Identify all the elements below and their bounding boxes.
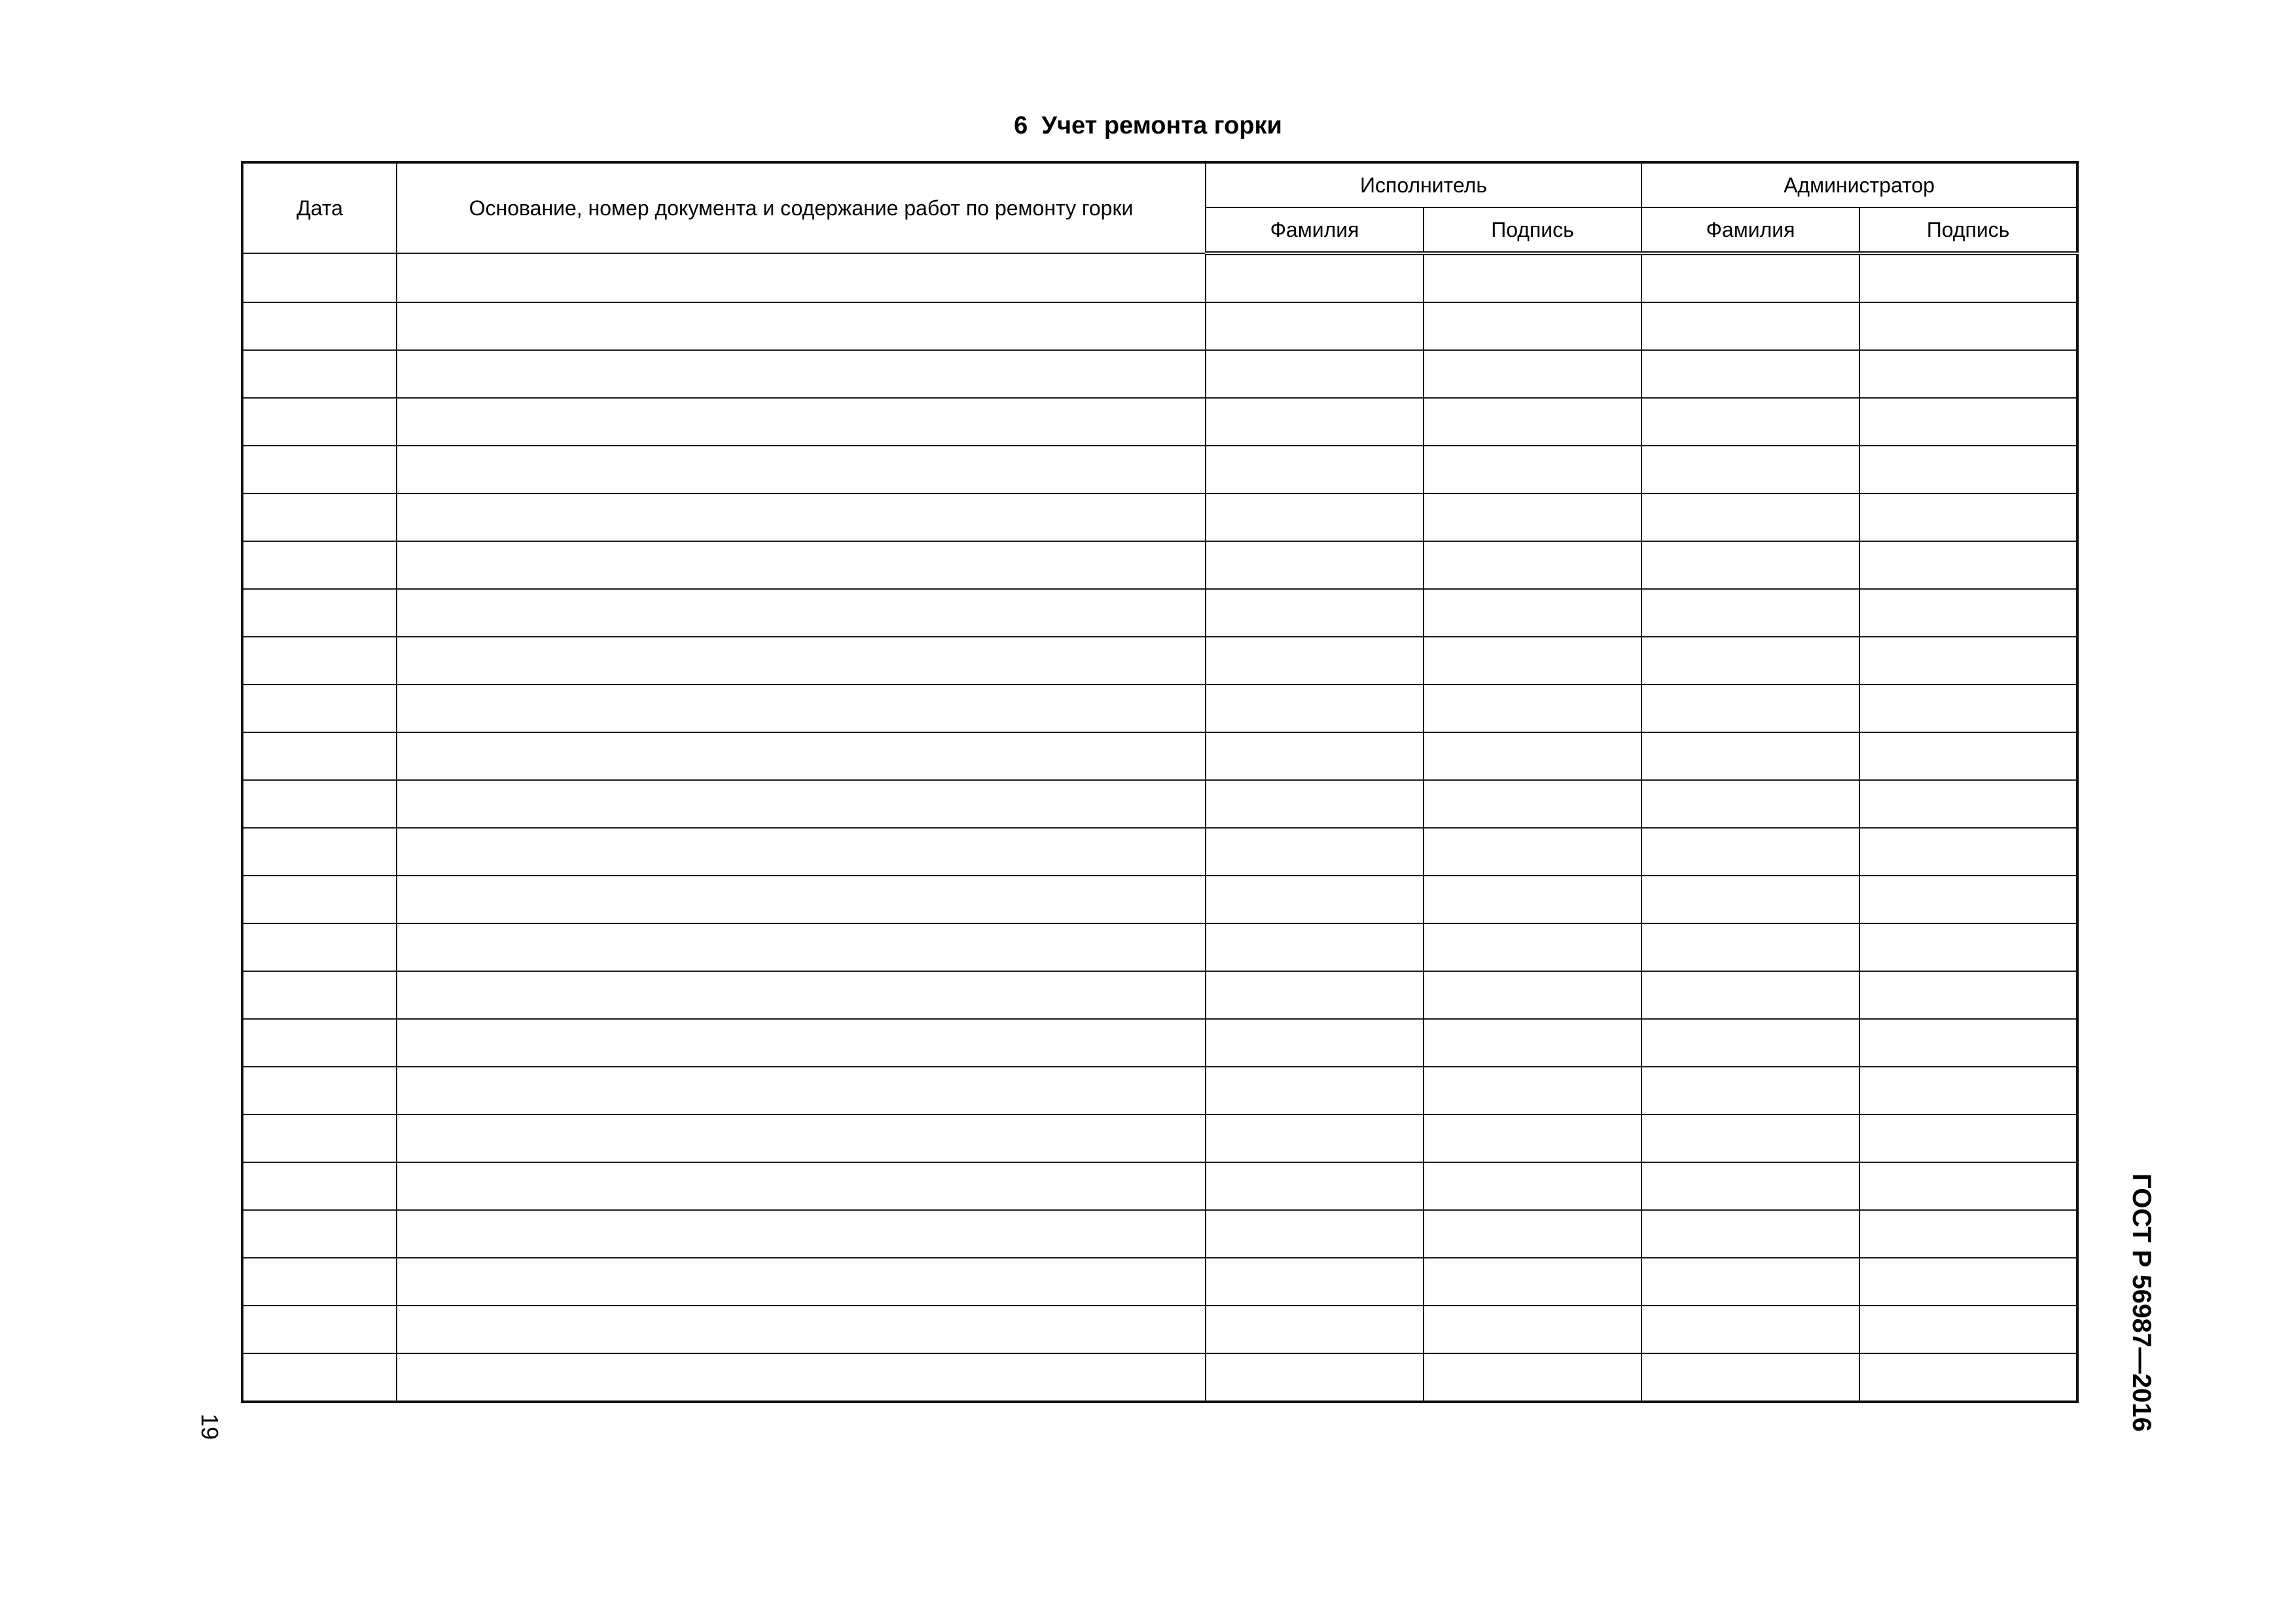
cell-basis	[397, 589, 1206, 637]
cell-executor-surname	[1206, 637, 1424, 685]
cell-executor-surname	[1206, 350, 1424, 398]
cell-admin-signature	[1859, 302, 2077, 350]
cell-admin-surname	[1641, 1067, 1859, 1115]
cell-executor-signature	[1424, 446, 1641, 493]
cell-basis	[397, 350, 1206, 398]
cell-executor-signature	[1424, 1210, 1641, 1258]
cell-executor-surname	[1206, 541, 1424, 589]
cell-date	[242, 1306, 397, 1353]
cell-basis	[397, 253, 1206, 302]
cell-executor-surname	[1206, 1258, 1424, 1306]
cell-basis	[397, 637, 1206, 685]
repair-log-table	[241, 161, 2079, 1403]
cell-admin-surname	[1641, 302, 1859, 350]
table-row	[242, 685, 2077, 732]
cell-executor-surname	[1206, 1353, 1424, 1402]
table-row	[242, 398, 2077, 446]
cell-date	[242, 685, 397, 732]
cell-basis	[397, 971, 1206, 1019]
table-row	[242, 732, 2077, 780]
cell-executor-surname	[1206, 493, 1424, 541]
table-row	[242, 1067, 2077, 1115]
table-row	[242, 1115, 2077, 1162]
cell-executor-signature	[1424, 923, 1641, 971]
cell-executor-signature	[1424, 685, 1641, 732]
cell-executor-surname	[1206, 446, 1424, 493]
cell-executor-surname	[1206, 876, 1424, 923]
cell-admin-surname	[1641, 685, 1859, 732]
standard-code	[2118, 1155, 2164, 1450]
cell-executor-signature	[1424, 398, 1641, 446]
cell-admin-signature	[1859, 732, 2077, 780]
table-row	[242, 493, 2077, 541]
table-row	[242, 1306, 2077, 1353]
cell-basis	[397, 732, 1206, 780]
cell-basis	[397, 1210, 1206, 1258]
cell-admin-signature	[1859, 541, 2077, 589]
cell-admin-surname	[1641, 350, 1859, 398]
cell-date	[242, 828, 397, 876]
cell-admin-surname	[1641, 828, 1859, 876]
cell-admin-surname	[1641, 1306, 1859, 1353]
cell-executor-surname	[1206, 302, 1424, 350]
table-row	[242, 876, 2077, 923]
cell-date	[242, 780, 397, 828]
cell-admin-signature	[1859, 780, 2077, 828]
cell-date	[242, 350, 397, 398]
cell-executor-signature	[1424, 1067, 1641, 1115]
cell-executor-signature	[1424, 350, 1641, 398]
table-row	[242, 1210, 2077, 1258]
cell-date	[242, 302, 397, 350]
table-row	[242, 541, 2077, 589]
cell-admin-surname	[1641, 1115, 1859, 1162]
cell-basis	[397, 1115, 1206, 1162]
cell-executor-signature	[1424, 1353, 1641, 1402]
cell-date	[242, 1353, 397, 1402]
cell-executor-surname	[1206, 971, 1424, 1019]
cell-admin-surname	[1641, 1162, 1859, 1210]
cell-date	[242, 446, 397, 493]
header-executor-surname: Фамилия	[1206, 207, 1424, 253]
cell-admin-signature	[1859, 398, 2077, 446]
cell-basis	[397, 446, 1206, 493]
table-body	[242, 253, 2077, 1402]
cell-admin-signature	[1859, 1162, 2077, 1210]
cell-executor-signature	[1424, 589, 1641, 637]
cell-admin-surname	[1641, 398, 1859, 446]
table-row	[242, 253, 2077, 302]
table-header-row	[242, 162, 2077, 207]
cell-executor-surname	[1206, 589, 1424, 637]
cell-executor-surname	[1206, 780, 1424, 828]
cell-executor-signature	[1424, 828, 1641, 876]
cell-basis	[397, 1258, 1206, 1306]
cell-date	[242, 1162, 397, 1210]
cell-basis	[397, 1162, 1206, 1210]
table-row	[242, 923, 2077, 971]
cell-basis	[397, 876, 1206, 923]
cell-date	[242, 732, 397, 780]
cell-admin-signature	[1859, 923, 2077, 971]
header-executor: Исполнитель	[1206, 162, 1641, 207]
cell-executor-surname	[1206, 1115, 1424, 1162]
cell-admin-surname	[1641, 541, 1859, 589]
cell-executor-surname	[1206, 253, 1424, 302]
cell-executor-signature	[1424, 493, 1641, 541]
cell-admin-surname	[1641, 589, 1859, 637]
cell-executor-surname	[1206, 732, 1424, 780]
page-number	[190, 1407, 229, 1446]
cell-admin-signature	[1859, 1306, 2077, 1353]
standard-code-text: ГОСТ Р 56987—2016	[2126, 1173, 2156, 1432]
cell-admin-surname	[1641, 493, 1859, 541]
cell-date	[242, 1210, 397, 1258]
cell-executor-signature	[1424, 876, 1641, 923]
table-row	[242, 971, 2077, 1019]
cell-basis	[397, 302, 1206, 350]
cell-admin-surname	[1641, 637, 1859, 685]
cell-executor-signature	[1424, 1306, 1641, 1353]
table-row	[242, 1353, 2077, 1402]
cell-basis	[397, 923, 1206, 971]
header-administrator: Администратор	[1641, 162, 2077, 207]
header-admin-signature: Подпись	[1859, 207, 2077, 253]
table-row	[242, 302, 2077, 350]
cell-admin-surname	[1641, 876, 1859, 923]
header-basis: Основание, номер документа и содержание работ по ремонту горки	[397, 162, 1206, 253]
table-row	[242, 780, 2077, 828]
cell-admin-signature	[1859, 253, 2077, 302]
table-row	[242, 1019, 2077, 1067]
cell-basis	[397, 1067, 1206, 1115]
cell-admin-signature	[1859, 1353, 2077, 1402]
cell-basis	[397, 1306, 1206, 1353]
cell-admin-signature	[1859, 1210, 2077, 1258]
header-executor-signature: Подпись	[1424, 207, 1641, 253]
cell-executor-signature	[1424, 971, 1641, 1019]
cell-admin-signature	[1859, 971, 2077, 1019]
table-row	[242, 446, 2077, 493]
table-row	[242, 1258, 2077, 1306]
cell-executor-surname	[1206, 1019, 1424, 1067]
table-row	[242, 589, 2077, 637]
cell-executor-signature	[1424, 302, 1641, 350]
cell-date	[242, 398, 397, 446]
cell-executor-surname	[1206, 1162, 1424, 1210]
cell-admin-signature	[1859, 1115, 2077, 1162]
cell-date	[242, 541, 397, 589]
cell-admin-signature	[1859, 493, 2077, 541]
cell-executor-surname	[1206, 923, 1424, 971]
cell-basis	[397, 1019, 1206, 1067]
cell-admin-surname	[1641, 780, 1859, 828]
cell-date	[242, 1115, 397, 1162]
cell-date	[242, 1067, 397, 1115]
cell-executor-signature	[1424, 1019, 1641, 1067]
table-row	[242, 637, 2077, 685]
cell-admin-signature	[1859, 1067, 2077, 1115]
cell-executor-surname	[1206, 398, 1424, 446]
header-date: Дата	[242, 162, 397, 253]
table-row	[242, 1162, 2077, 1210]
cell-admin-signature	[1859, 446, 2077, 493]
cell-admin-surname	[1641, 253, 1859, 302]
cell-executor-surname	[1206, 1067, 1424, 1115]
cell-date	[242, 493, 397, 541]
cell-date	[242, 637, 397, 685]
cell-executor-signature	[1424, 1115, 1641, 1162]
table-row	[242, 828, 2077, 876]
cell-basis	[397, 685, 1206, 732]
cell-executor-signature	[1424, 732, 1641, 780]
cell-basis	[397, 828, 1206, 876]
cell-executor-surname	[1206, 1210, 1424, 1258]
cell-executor-signature	[1424, 1162, 1641, 1210]
cell-admin-signature	[1859, 828, 2077, 876]
cell-date	[242, 923, 397, 971]
cell-basis	[397, 1353, 1206, 1402]
cell-admin-signature	[1859, 876, 2077, 923]
cell-executor-signature	[1424, 780, 1641, 828]
cell-admin-signature	[1859, 637, 2077, 685]
cell-admin-surname	[1641, 971, 1859, 1019]
cell-date	[242, 876, 397, 923]
page-title: 6 Учет ремонта горки	[1014, 112, 1282, 139]
cell-admin-signature	[1859, 1258, 2077, 1306]
cell-admin-surname	[1641, 446, 1859, 493]
cell-admin-surname	[1641, 1258, 1859, 1306]
cell-executor-surname	[1206, 828, 1424, 876]
cell-admin-signature	[1859, 685, 2077, 732]
cell-admin-surname	[1641, 732, 1859, 780]
cell-date	[242, 589, 397, 637]
cell-executor-signature	[1424, 253, 1641, 302]
page-number-text: 19	[196, 1413, 223, 1440]
cell-date	[242, 971, 397, 1019]
cell-executor-signature	[1424, 637, 1641, 685]
cell-admin-signature	[1859, 589, 2077, 637]
cell-basis	[397, 541, 1206, 589]
cell-date	[242, 253, 397, 302]
cell-basis	[397, 493, 1206, 541]
cell-date	[242, 1019, 397, 1067]
cell-admin-surname	[1641, 1210, 1859, 1258]
header-admin-surname: Фамилия	[1641, 207, 1859, 253]
cell-executor-signature	[1424, 541, 1641, 589]
cell-basis	[397, 780, 1206, 828]
table-row	[242, 350, 2077, 398]
cell-executor-signature	[1424, 1258, 1641, 1306]
cell-admin-signature	[1859, 1019, 2077, 1067]
cell-admin-surname	[1641, 1019, 1859, 1067]
cell-admin-surname	[1641, 923, 1859, 971]
cell-basis	[397, 398, 1206, 446]
cell-admin-surname	[1641, 1353, 1859, 1402]
cell-admin-signature	[1859, 350, 2077, 398]
cell-executor-surname	[1206, 685, 1424, 732]
cell-date	[242, 1258, 397, 1306]
cell-executor-surname	[1206, 1306, 1424, 1353]
